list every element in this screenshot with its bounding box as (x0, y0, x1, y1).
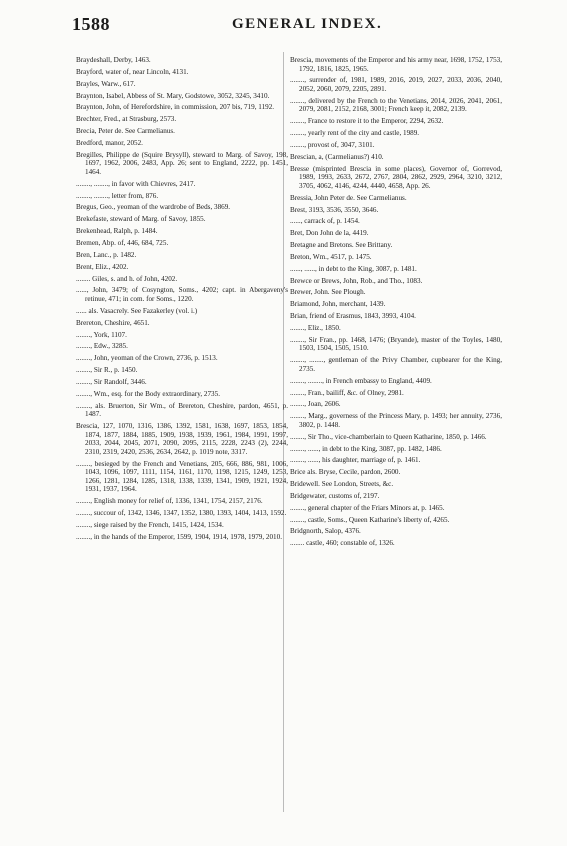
index-entry: ........, provost of, 3047, 3101. (290, 141, 375, 149)
index-entry: ........, Wm., esq. for the Body extraordinary, 2735. (76, 389, 220, 398)
index-entry: ........, general chapter of the Friars Minors at, p. 1465. (290, 503, 445, 512)
index-column-right (290, 56, 502, 551)
index-entry: ........, Sir Fran., pp. 1468, 1476; (Bryande), master of the Toyles, 1480, 1503, 1504, 1505, 1510. (290, 335, 502, 353)
index-entry: ........, besieged by the French and Venetians, 205, 666, 886, 981, 1006, 1043, 1096, 1097, 1111, 1154, 1161, 1170, 1198, 1215, 1249, 1253, 1266, 1281, 1284, 1285, 1318, 1338, 1339, 1341, 1909, 1921, 1924, 1931, 1937, 1964. (76, 459, 288, 494)
index-entry: ........, ......, his daughter, marriage of, p. 1461. (290, 456, 421, 465)
index-entry: ........, siege raised by the French, 1415, 1424, 1534. (76, 520, 224, 529)
index-entry: Brescia, 127, 1070, 1316, 1386, 1392, 1581, 1638, 1697, 1853, 1854, 1874, 1877, 1884, 1885, 1909, 1938, 1939, 1961, 1984, 1991, 1997, 2033, 2044, 2045, 2071, 2090, 2095, 2115, 2228, 2243 (2), 2244, 2310, 2319, 2420, 2536, 2634, 2642, p. 1019 note, 3317. (76, 422, 288, 456)
index-entry: ........, France to restore it to the Emperor, 2294, 2632. (290, 117, 444, 126)
index-entry: ........, Eliz., 1850. (290, 324, 341, 332)
index-entry: Bridgnorth, Salop, 4376. (290, 527, 361, 536)
index-entry: ........, Sir R., p. 1450. (76, 366, 138, 375)
index-entry: Breton, Wm., 4517, p. 1475. (290, 252, 372, 261)
index-entry: ........, ........, in French embassy to England, 4409. (290, 376, 432, 385)
index-entry: Brian, friend of Erasmus, 1843, 3993, 4104. (290, 312, 416, 321)
index-entry: Braynton, John, of Herefordshire, in commission, 207 bis, 719, 1192. (76, 103, 275, 112)
library-watermark (16, 340, 76, 700)
index-entry: Brescian, a, (Carmelianus?) 410. (290, 152, 384, 161)
index-entry: ........, Fran., bailiff, &c. of Olney, 2981. (290, 388, 404, 397)
index-entry: ......, John, 3479; of Cosyngton, Soms., 4202; capt. in Abergaveny's retinue, 471; in com. for Soms., 1220. (76, 286, 288, 303)
index-entry: Bregus, Geo., yeoman of the wardrobe of Beds, 3869. (76, 203, 231, 212)
index-entry: ........, York, 1107. (76, 330, 127, 339)
index-entry: Brereton, Cheshire, 4651. (76, 318, 150, 327)
index-entry: Bresse (misprinted Brescia in some places), Governor of, Gorrevod, 1989, 1993, 2633, 2672, 2767, 2804, 2862, 2929, 2964, 3210, 3212, 3705, 4062, 4146, 4244, 4440, 4658, App. 26. (290, 164, 502, 190)
index-entry: Brescia, movements of the Emperor and his army near, 1698, 1752, 1753, 1792, 1816, 1825, 1965. (290, 56, 502, 73)
index-entry: ........, castle, Soms., Queen Katharine's liberty of, 4265. (290, 515, 450, 524)
index-entry: ........, Edw., 3285. (76, 342, 128, 351)
index-entry: ........, als. Bruerton, Sir Wm., of Brereton, Cheshire, pardon, 4651, p. 1487. (76, 401, 288, 419)
index-entry: ........ castle, 460; constable of, 1326. (290, 539, 395, 548)
index-entry: Brekenhead, Ralph, p. 1484. (76, 227, 158, 236)
index-entry: ........, surrender of, 1981, 1989, 2016, 2019, 2027, 2033, 2036, 2040, 2052, 2060, 2079, 2205, 2891. (290, 76, 502, 94)
index-entry: Brent, Eliz., 4202. (76, 262, 129, 271)
index-entry: ........, delivered by the French to the Venetians, 2014, 2026, 2041, 2061, 2079, 2081, 2152, 2168, 3001; French keep it, 2082, 2139. (290, 96, 502, 114)
index-entry: Brecia, Peter de. See Carmelianus. (76, 127, 175, 136)
index-entry: Brekefaste, steward of Marg. of Savoy, 1855. (76, 215, 206, 224)
index-entry: ........, Sir Tho., vice-chamberlain to Queen Katharine, 1850, p. 1466. (290, 432, 487, 441)
index-entry: ........, Marg., governess of the Princess Mary, p. 1493; her annuity, 2736, 3802, p. 1448. (290, 412, 502, 429)
index-entry: ........, Joan, 2606. (290, 400, 341, 409)
index-entry: ........, in the hands of the Emperor, 1599, 1904, 1914, 1978, 1979, 2010. (76, 532, 282, 541)
index-entry: Bredford, manor, 2052. (76, 138, 143, 147)
index-entry: Bressia, John Peter de. See Carmelianus. (290, 193, 407, 202)
index-entry: Brechter, Fred., at Strasburg, 2573. (76, 115, 177, 124)
page-header (72, 14, 502, 38)
index-entry: ........, ......, in debt to the King, 3087, pp. 1482, 1486. (290, 444, 442, 453)
index-entry: Briamond, John, merchant, 1439. (290, 300, 386, 309)
page-title: GENERAL INDEX. (232, 16, 383, 32)
index-entry: ........, succour of, 1342, 1346, 1347, 1352, 1380, 1393, 1404, 1413, 1592. (76, 509, 287, 518)
index-entry: ........ Giles, s. and h. of John, 4202. (76, 274, 178, 283)
index-entry: ........, ........, gentleman of the Privy Chamber, cupbearer for the King, 2735. (290, 356, 502, 373)
index-entry: ...... als. Vasacrely. See Fazakerley (vol. i.) (76, 306, 198, 315)
index-entry: Bretagne and Bretons. See Brittany. (290, 241, 393, 250)
index-entry: ........, Sir Randolf, 3446. (76, 377, 147, 386)
index-entry: ........, John, yeoman of the Crown, 2736, p. 1513. (76, 354, 218, 363)
index-entry: Brest, 3193, 3536, 3550, 3646. (290, 205, 379, 214)
index-entry: ........, English money for relief of, 1336, 1341, 1754, 2157, 2176. (76, 497, 263, 506)
index-entry: Bridewell. See London, Streets, &c. (290, 480, 394, 489)
index-entry: Brice als. Bryse, Cecile, pardon, 2600. (290, 468, 401, 477)
index-entry: Brayford, water of, near Lincoln, 4131. (76, 67, 189, 76)
index-entry: ........, ........, in favor with Chievres, 2417. (76, 179, 196, 188)
index-column-left (76, 56, 288, 545)
index-entry: ........, ........, letter from, 876. (76, 191, 159, 200)
index-entry: Braydeshall, Derby, 1463. (76, 56, 151, 64)
library-watermark (505, 270, 565, 630)
index-entry: ......, ......, in debt to the King, 3087, p. 1481. (290, 264, 417, 273)
index-entry: ......, carrack of, p. 1454. (290, 217, 360, 226)
index-entry: Braynton, Isabel, Abbess of St. Mary, Godstowe, 3052, 3245, 3410. (76, 91, 270, 100)
index-entry: ........, yearly rent of the city and castle, 1989. (290, 129, 420, 138)
index-entry: Bregilles, Philippe de (Squire Brysyll), steward to Marg. of Savoy, 198, 1697, 1962, 2006, 2483, App. 26; sent to England, 2222, pp. 1451, 1464. (76, 150, 288, 176)
index-entry: Bridgewater, customs of, 2197. (290, 491, 380, 500)
index-entry: Bren, Lanc., p. 1482. (76, 250, 137, 259)
index-entry: Brewce or Brews, John, Rob., and Tho., 1083. (290, 276, 423, 285)
index-entry: Bret, Don John de la, 4419. (290, 229, 369, 238)
page-number: 1588 (72, 14, 110, 34)
index-entry: Brayles, Warw., 617. (76, 79, 136, 88)
index-entry: Bremen, Abp. of, 446, 684, 725. (76, 239, 169, 247)
index-entry: Brewer, John. See Plough. (290, 288, 366, 297)
